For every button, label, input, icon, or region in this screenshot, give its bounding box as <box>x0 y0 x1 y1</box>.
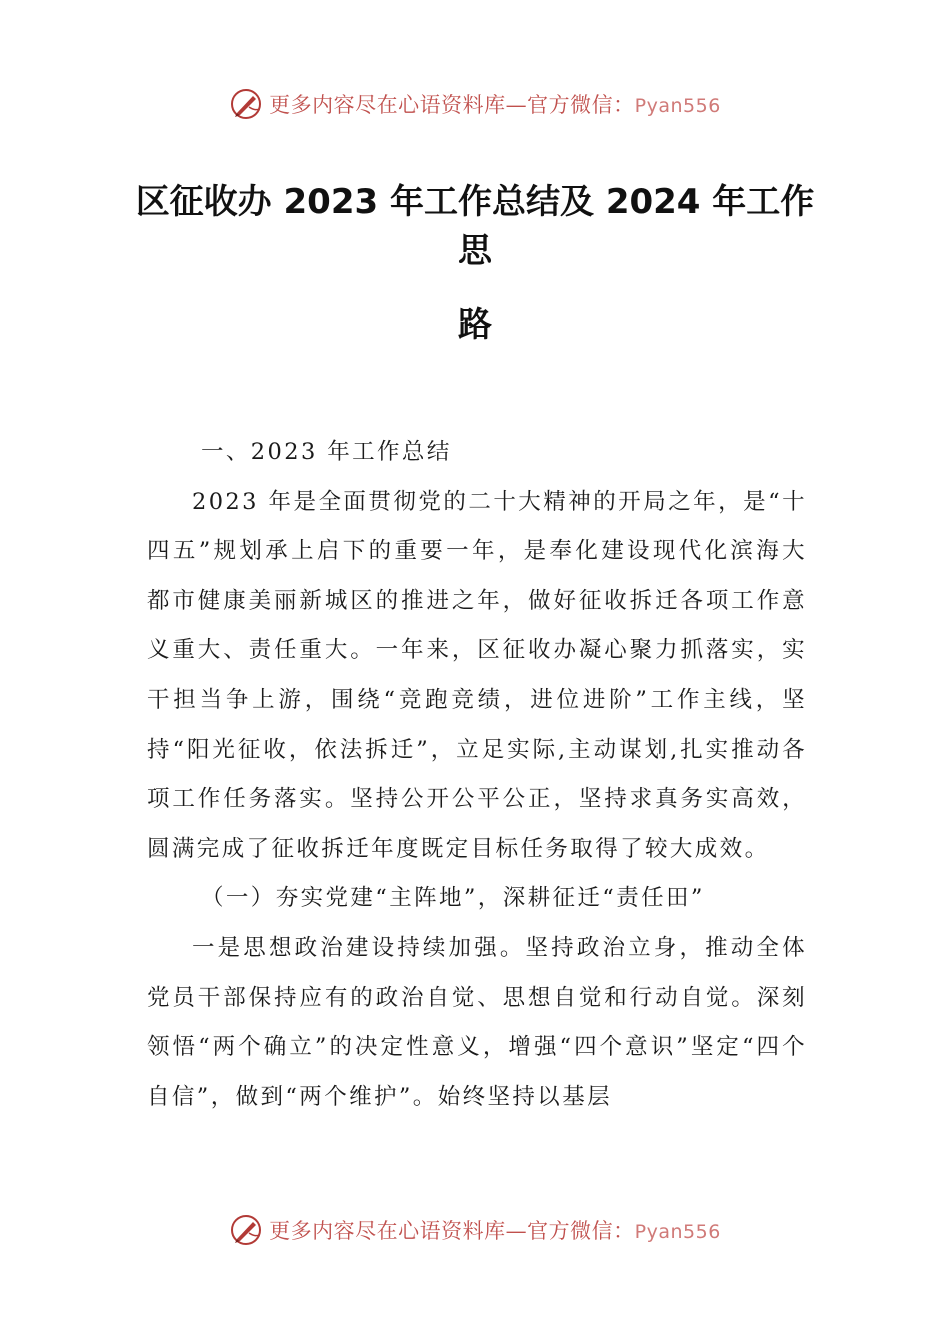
banner-label: 更多内容尽在心语资料库—官方微信： <box>269 1219 635 1243</box>
document-body <box>147 428 807 1122</box>
header-banner <box>0 84 950 124</box>
banner-wechat: Pyan556 <box>634 95 721 117</box>
document-title-line1: 区征收办 2023 年工作总结及 2024 年工作思 <box>135 182 815 271</box>
subsection-heading: （一）夯实党建“主阵地”，深耕征迁“责任田” <box>201 885 705 912</box>
footer-banner <box>0 1210 950 1250</box>
paragraph: 一是思想政治建设持续加强。坚持政治立身，推动全体党员干部保持应有的政治自觉、思想自觉和行动自觉。深刻领悟“两个确立”的决定性意义，增强“四个意识”坚定“四个自信”，做到“两个维护”。始终坚持以基层 <box>147 934 807 1110</box>
banner-text <box>269 89 721 119</box>
section-heading: 一、2023 年工作总结 <box>201 439 452 465</box>
banner-text <box>269 1215 721 1245</box>
paragraph: 2023 年是全面贯彻党的二十大精神的开局之年，是“十四五”规划承上启下的重要一年，是奉化建设现代化滨海大都市健康美丽新城区的推进之年，做好征收拆迁各项工作意义重大、责任重大。一年来，区征收办凝心聚力抓落实，实干担当争上游，围绕“竞跑竞绩，进位进阶”工作主线，坚持“阳光征收，依法拆迁”，立足实际,主动谋划,扎实推动各项工作任务落实。坚持公开公平公正，坚持求真务实高效，圆满完成了征收拆迁年度既定目标任务取得了较大成效。 <box>147 488 807 862</box>
pen-logo-icon <box>229 1213 263 1247</box>
banner-wechat: Pyan556 <box>634 1221 721 1243</box>
document-title-line2: 路 <box>458 305 492 345</box>
banner-label: 更多内容尽在心语资料库—官方微信： <box>269 93 635 117</box>
pen-logo-icon <box>229 87 263 121</box>
